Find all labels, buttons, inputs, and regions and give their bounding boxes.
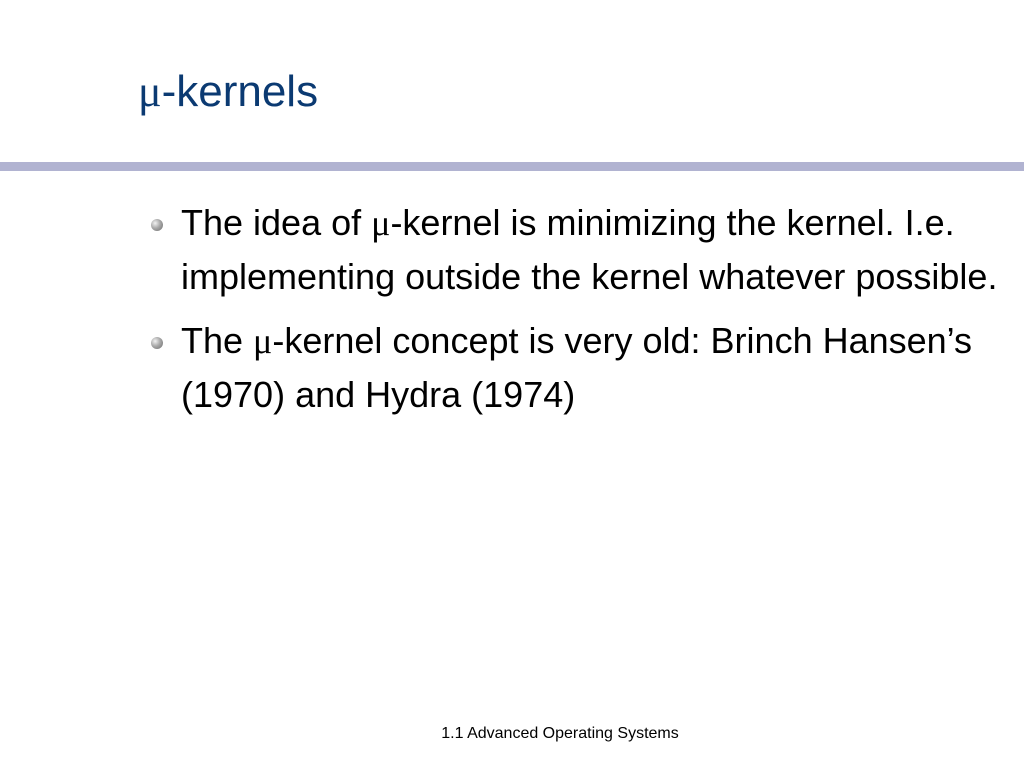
bullet-text-after: -kernel concept is very old: Brinch Hansen’s (1970) and Hydra (1974) <box>181 320 973 415</box>
bullet-text-before: The idea of <box>181 202 372 243</box>
bullet-list <box>150 196 1010 432</box>
bullet-item-history <box>150 314 1010 422</box>
bullet-icon <box>151 337 163 349</box>
bullet-text-after: -kernel is minimizing the kernel. I.e. implementing outside the kernel whatever possible. <box>181 202 998 297</box>
title-divider <box>0 162 1024 171</box>
title-text: -kernels <box>161 67 319 116</box>
slide-footer: 1.1 Advanced Operating Systems <box>441 725 679 742</box>
bullet-item-idea <box>150 196 1010 304</box>
mu-symbol: μ <box>138 67 162 116</box>
bullet-icon <box>151 219 163 231</box>
bullet-text-before: The <box>181 320 254 361</box>
mu-symbol: μ <box>253 321 273 361</box>
mu-symbol: μ <box>371 203 391 243</box>
slide-title <box>138 64 318 120</box>
